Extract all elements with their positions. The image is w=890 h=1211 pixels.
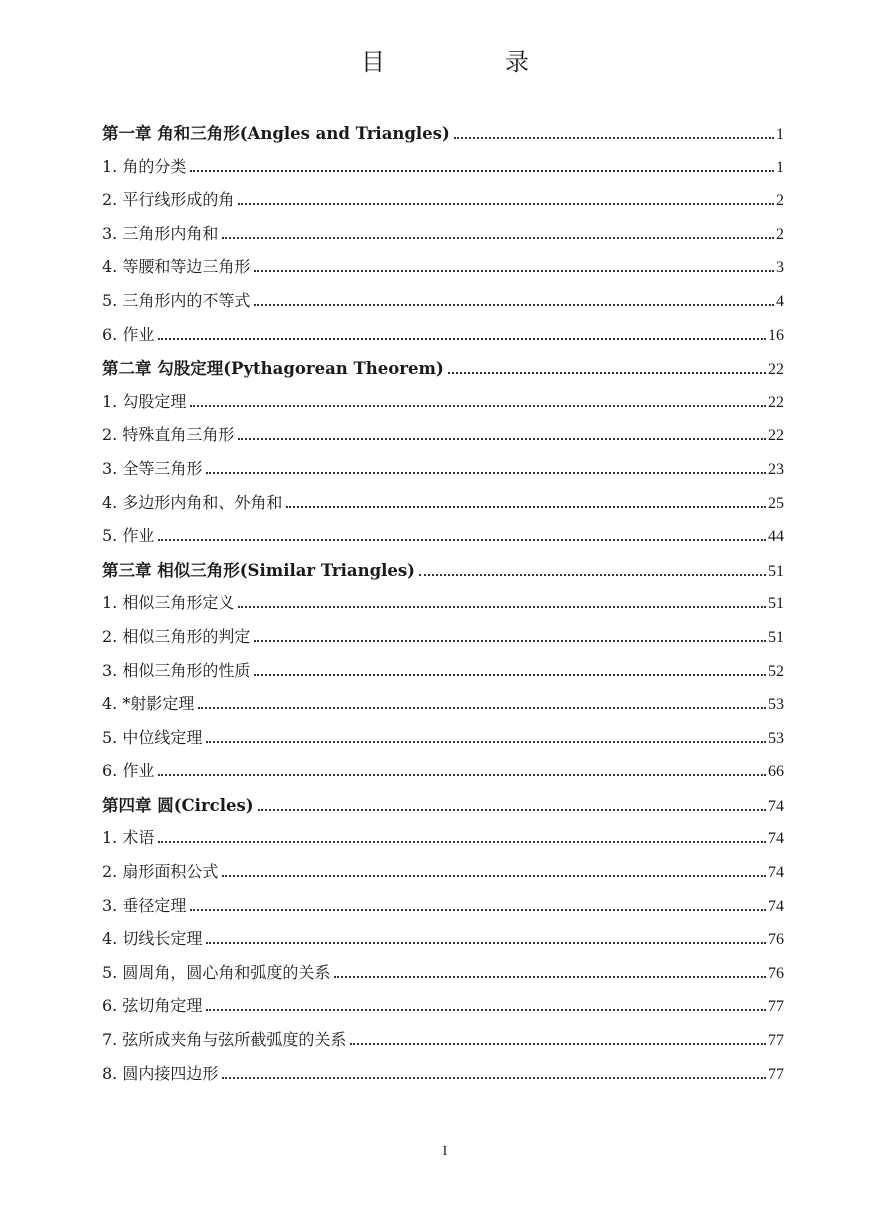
toc-section-entry[interactable] (102, 422, 784, 456)
toc-section-entry[interactable] (102, 893, 784, 927)
toc-section-entry[interactable] (102, 187, 784, 221)
toc-section-entry[interactable] (102, 490, 784, 524)
toc-section-entry[interactable] (102, 221, 784, 255)
toc-chapter-entry[interactable] (102, 792, 784, 826)
toc-entry-label: 1. 勾股定理 (102, 391, 187, 411)
toc-entry-label: 1. 术语 (102, 828, 155, 848)
toc-entry-page-number: 77 (768, 998, 784, 1016)
toc-chapter-entry[interactable] (102, 120, 784, 154)
toc-entry-page-number: 77 (768, 1032, 784, 1050)
toc-dot-leader (254, 674, 766, 676)
toc-entry-page-number: 44 (768, 528, 784, 546)
toc-entry-label: 3. 全等三角形 (102, 458, 203, 478)
toc-dot-leader (448, 372, 766, 374)
toc-dot-leader (190, 405, 766, 407)
toc-entry-label: 1. 角的分类 (102, 156, 187, 176)
toc-dot-leader (286, 506, 766, 508)
toc-entry-label: 第二章 勾股定理(Pythagorean Theorem) (102, 359, 444, 379)
toc-entry-page-number: 74 (768, 797, 784, 815)
toc-entry-page-number: 76 (768, 931, 784, 949)
toc-dot-leader (222, 1077, 766, 1079)
toc-entry-page-number: 25 (768, 494, 784, 512)
toc-dot-leader (238, 203, 774, 205)
toc-entry-label: 4. 切线长定理 (102, 929, 203, 949)
toc-section-entry[interactable] (102, 523, 784, 557)
toc-entry-label: 6. 弦切角定理 (102, 996, 203, 1016)
toc-section-entry[interactable] (102, 859, 784, 893)
toc-entry-page-number: 66 (768, 763, 784, 781)
toc-dot-leader (454, 137, 774, 139)
toc-section-entry[interactable] (102, 926, 784, 960)
toc-dot-leader (158, 539, 766, 541)
toc-entry-label: 6. 作业 (102, 761, 155, 781)
toc-entry-label: 4. *射影定理 (102, 694, 195, 714)
toc-section-entry[interactable] (102, 1061, 784, 1095)
toc-section-entry[interactable] (102, 624, 784, 658)
toc-entry-label: 5. 中位线定理 (102, 727, 203, 747)
toc-entry-label: 第四章 圆(Circles) (102, 795, 254, 815)
toc-entry-label: 3. 垂径定理 (102, 895, 187, 915)
toc-dot-leader (222, 237, 774, 239)
toc-dot-leader (254, 270, 774, 272)
toc-section-entry[interactable] (102, 1027, 784, 1061)
toc-section-entry[interactable] (102, 254, 784, 288)
toc-entry-label: 4. 多边形内角和、外角和 (102, 492, 283, 512)
toc-entry-page-number: 77 (768, 1065, 784, 1083)
toc-dot-leader (238, 438, 766, 440)
toc-dot-leader (350, 1043, 766, 1045)
toc-entry-page-number: 51 (768, 628, 784, 646)
toc-dot-leader (222, 875, 766, 877)
toc-dot-leader (158, 841, 766, 843)
toc-section-entry[interactable] (102, 658, 784, 692)
toc-dot-leader (158, 338, 766, 340)
toc-dot-leader (258, 809, 766, 811)
toc-entry-page-number: 22 (768, 427, 784, 445)
toc-section-entry[interactable] (102, 456, 784, 490)
toc-entry-label: 6. 作业 (102, 324, 155, 344)
toc-dot-leader (206, 1009, 766, 1011)
toc-dot-leader (238, 606, 766, 608)
toc-entry-page-number: 16 (768, 326, 784, 344)
toc-entry-label: 2. 扇形面积公式 (102, 862, 219, 882)
toc-entry-label: 7. 弦所成夹角与弦所截弧度的关系 (102, 1030, 347, 1050)
toc-dot-leader (206, 472, 766, 474)
toc-dot-leader (254, 640, 766, 642)
toc-section-entry[interactable] (102, 993, 784, 1027)
toc-entry-label: 1. 相似三角形定义 (102, 593, 235, 613)
toc-entry-page-number: 4 (776, 292, 784, 310)
toc-entry-page-number: 52 (768, 662, 784, 680)
toc-section-entry[interactable] (102, 960, 784, 994)
toc-entry-page-number: 2 (776, 225, 784, 243)
toc-section-entry[interactable] (102, 590, 784, 624)
toc-entry-page-number: 74 (768, 830, 784, 848)
toc-entry-label: 5. 作业 (102, 526, 155, 546)
toc-section-entry[interactable] (102, 825, 784, 859)
toc-entry-page-number: 2 (776, 192, 784, 210)
toc-entry-label: 5. 三角形内的不等式 (102, 290, 251, 310)
toc-entry-label: 3. 相似三角形的性质 (102, 660, 251, 680)
toc-entry-label: 2. 平行线形成的角 (102, 190, 235, 210)
toc-entry-label: 2. 相似三角形的判定 (102, 626, 251, 646)
toc-entry-label: 第三章 相似三角形(Similar Triangles) (102, 560, 415, 580)
toc-entry-page-number: 76 (768, 964, 784, 982)
toc-dot-leader (419, 574, 766, 576)
footer-page-number: I (442, 1144, 448, 1159)
toc-entry-page-number: 3 (776, 259, 784, 277)
toc-entry-label: 第一章 角和三角形(Angles and Triangles) (102, 124, 450, 143)
toc-section-entry[interactable] (102, 322, 784, 356)
toc-chapter-entry[interactable] (102, 557, 784, 591)
toc-dot-leader (206, 942, 766, 944)
toc-entry-page-number: 74 (768, 864, 784, 882)
toc-dot-leader (334, 976, 766, 978)
toc-section-entry[interactable] (102, 288, 784, 322)
table-of-contents (102, 120, 784, 1094)
page-title: 目 录 (361, 48, 577, 76)
toc-entry-page-number: 51 (768, 595, 784, 613)
toc-entry-page-number: 74 (768, 897, 784, 915)
toc-dot-leader (158, 774, 766, 776)
toc-chapter-entry[interactable] (102, 355, 784, 389)
toc-entry-page-number: 53 (768, 729, 784, 747)
toc-entry-page-number: 23 (768, 460, 784, 478)
toc-entry-label: 8. 圆内接四边形 (102, 1063, 219, 1083)
toc-entry-label: 4. 等腰和等边三角形 (102, 257, 251, 277)
toc-section-entry[interactable] (102, 758, 784, 792)
toc-dot-leader (190, 909, 766, 911)
toc-entry-page-number: 53 (768, 696, 784, 714)
toc-entry-page-number: 1 (776, 158, 784, 176)
toc-entry-label: 5. 圆周角，圆心角和弧度的关系 (102, 962, 331, 982)
toc-section-entry[interactable] (102, 389, 784, 423)
toc-dot-leader (206, 741, 766, 743)
toc-entry-label: 2. 特殊直角三角形 (102, 425, 235, 445)
toc-section-entry[interactable] (102, 725, 784, 759)
toc-entry-label: 3. 三角形内角和 (102, 223, 219, 243)
toc-section-entry[interactable] (102, 691, 784, 725)
toc-dot-leader (190, 170, 774, 172)
toc-entry-page-number: 1 (776, 126, 784, 143)
toc-entry-page-number: 22 (768, 361, 784, 379)
toc-dot-leader (254, 304, 774, 306)
toc-dot-leader (198, 707, 766, 709)
toc-section-entry[interactable] (102, 154, 784, 188)
toc-entry-page-number: 22 (768, 393, 784, 411)
toc-entry-page-number: 51 (768, 562, 784, 580)
